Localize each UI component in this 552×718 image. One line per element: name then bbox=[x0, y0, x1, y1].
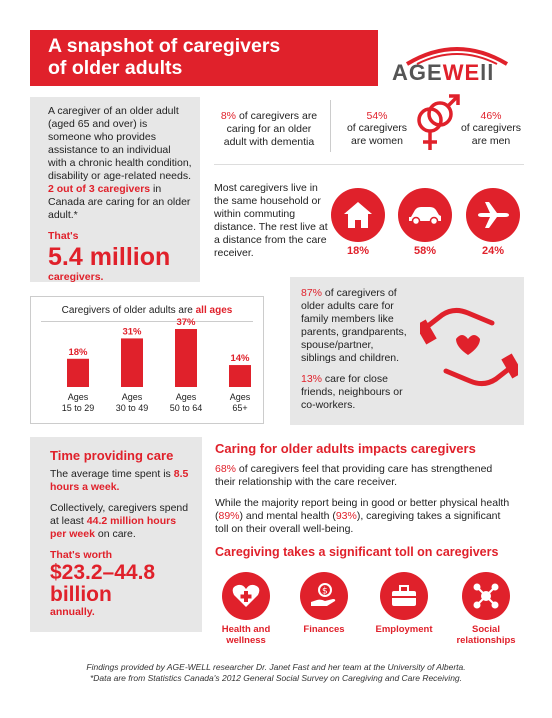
plane-icon bbox=[466, 188, 520, 242]
chart-plot bbox=[31, 297, 263, 423]
women-stat bbox=[340, 110, 414, 148]
women-pct: 54% bbox=[366, 110, 388, 122]
chart-bar bbox=[67, 359, 89, 387]
logo-wordmark: AGEWEll bbox=[392, 60, 495, 85]
avg-text: The average time spent is 8.5 hours a week. bbox=[50, 468, 189, 493]
toll-header: Caregiving takes a significant toll on caregivers bbox=[215, 545, 499, 559]
page-title-line-2: of older adults bbox=[48, 57, 183, 79]
intro-stat: 2 out of 3 caregivers in Canada are caring for an older adult.* bbox=[48, 183, 191, 221]
intro-panel bbox=[30, 97, 200, 282]
toll-label-health: Health and wellness bbox=[221, 624, 271, 646]
svg-text:$: $ bbox=[322, 586, 328, 597]
worth-value: $23.2–44.8 billion bbox=[50, 561, 156, 606]
commute-pct: 58% bbox=[413, 245, 437, 257]
chart-category-label: Ages bbox=[121, 392, 143, 402]
chart-title: Caregivers of older adults are all ages bbox=[61, 305, 233, 316]
chart-bar bbox=[229, 365, 251, 387]
dementia-pct: 8% bbox=[220, 110, 237, 122]
annually-label: annually. bbox=[50, 606, 95, 618]
toll-label-employment: Employment bbox=[375, 624, 433, 635]
caregivers-label: caregivers. bbox=[48, 271, 104, 283]
impacts-p1: 68% of caregivers feel that providing care has strengthened their relationship with the care receiver. bbox=[215, 463, 493, 488]
collective-text: Collectively, caregivers spend at least 44.2 million hours per week on care. bbox=[50, 502, 189, 540]
men-pct: 46% bbox=[480, 110, 502, 122]
divider bbox=[214, 164, 524, 165]
chart-category-label: Ages bbox=[229, 392, 251, 402]
worth-label: That's worth bbox=[50, 549, 112, 561]
chart-bar bbox=[175, 329, 197, 387]
chart-category-label: 65+ bbox=[232, 403, 248, 413]
house-icon bbox=[331, 188, 385, 242]
finances-icon bbox=[300, 572, 348, 620]
chart-category-label: Ages bbox=[175, 392, 197, 402]
chart-category-label: 50 to 64 bbox=[169, 403, 203, 413]
toll-label-finances: Finances bbox=[303, 624, 345, 635]
impacts-header: Caring for older adults impacts caregivers bbox=[215, 441, 476, 456]
men-stat bbox=[458, 110, 524, 148]
gender-symbols-icon bbox=[412, 92, 462, 154]
chart-value-label: 14% bbox=[230, 353, 250, 365]
footer-line-2: *Data are from Statistics Canada's 2012 General Social Survey on Caregiving and Care Receiving. bbox=[89, 673, 463, 683]
car-icon bbox=[398, 188, 452, 242]
chart-value-label: 31% bbox=[122, 326, 142, 338]
toll-label-social: Social relationships bbox=[456, 624, 516, 646]
footer-line-1: Findings provided by AGE-WELL researcher Dr. Janet Fast and her team at the University of Alberta. bbox=[86, 662, 466, 672]
hands-heart-icon bbox=[420, 299, 518, 395]
time-header: Time providing care bbox=[50, 448, 174, 463]
impacts-p2: While the majority report being in good or better physical health (89%) and mental health (93%), caregiving takes a significant toll on their overall well-being. bbox=[215, 497, 510, 535]
dementia-text: of caregivers are caring for an older adult with dementia bbox=[223, 110, 318, 148]
divider bbox=[330, 100, 331, 152]
chart-value-label: 37% bbox=[176, 317, 196, 328]
thats-label: That's bbox=[48, 230, 79, 242]
agewell-logo bbox=[392, 42, 520, 85]
age-chart bbox=[30, 296, 264, 424]
chart-category-label: 15 to 29 bbox=[61, 403, 95, 413]
family-text-2: 13% care for close friends, neighbours or co-workers. bbox=[301, 373, 403, 411]
chart-category-label: 30 to 49 bbox=[115, 403, 149, 413]
household-pct: 18% bbox=[346, 245, 370, 257]
intro-body: A caregiver of an older adult (aged 65 and over) is someone who provides assistance to an individual with a chronic health condition, disability or age-related needs. bbox=[48, 105, 192, 182]
dementia-stat bbox=[214, 110, 324, 149]
health-icon bbox=[222, 572, 270, 620]
caregiver-count: 5.4 million bbox=[48, 243, 171, 271]
men-text: of caregivers are men bbox=[460, 122, 522, 147]
social-icon bbox=[462, 572, 510, 620]
distance-pct: 24% bbox=[481, 245, 505, 257]
chart-value-label: 18% bbox=[68, 346, 88, 358]
page-title-line-1: A snapshot of caregivers bbox=[48, 35, 281, 57]
women-text: of caregivers are women bbox=[346, 122, 408, 147]
living-text: Most caregivers live in the same household or within commuting distance. The rest live at a distance from the care receiver. bbox=[214, 182, 328, 259]
chart-category-label: Ages bbox=[67, 392, 89, 402]
footer bbox=[20, 662, 532, 684]
briefcase-icon bbox=[380, 572, 428, 620]
family-panel bbox=[290, 277, 524, 425]
time-panel bbox=[30, 437, 202, 632]
title-banner bbox=[30, 30, 378, 86]
family-text-1: 87% of caregivers of older adults care for family members like parents, grandparents, spouse/partner, siblings and children. bbox=[301, 287, 407, 364]
chart-bar bbox=[121, 338, 143, 387]
impacts-section bbox=[215, 441, 515, 536]
